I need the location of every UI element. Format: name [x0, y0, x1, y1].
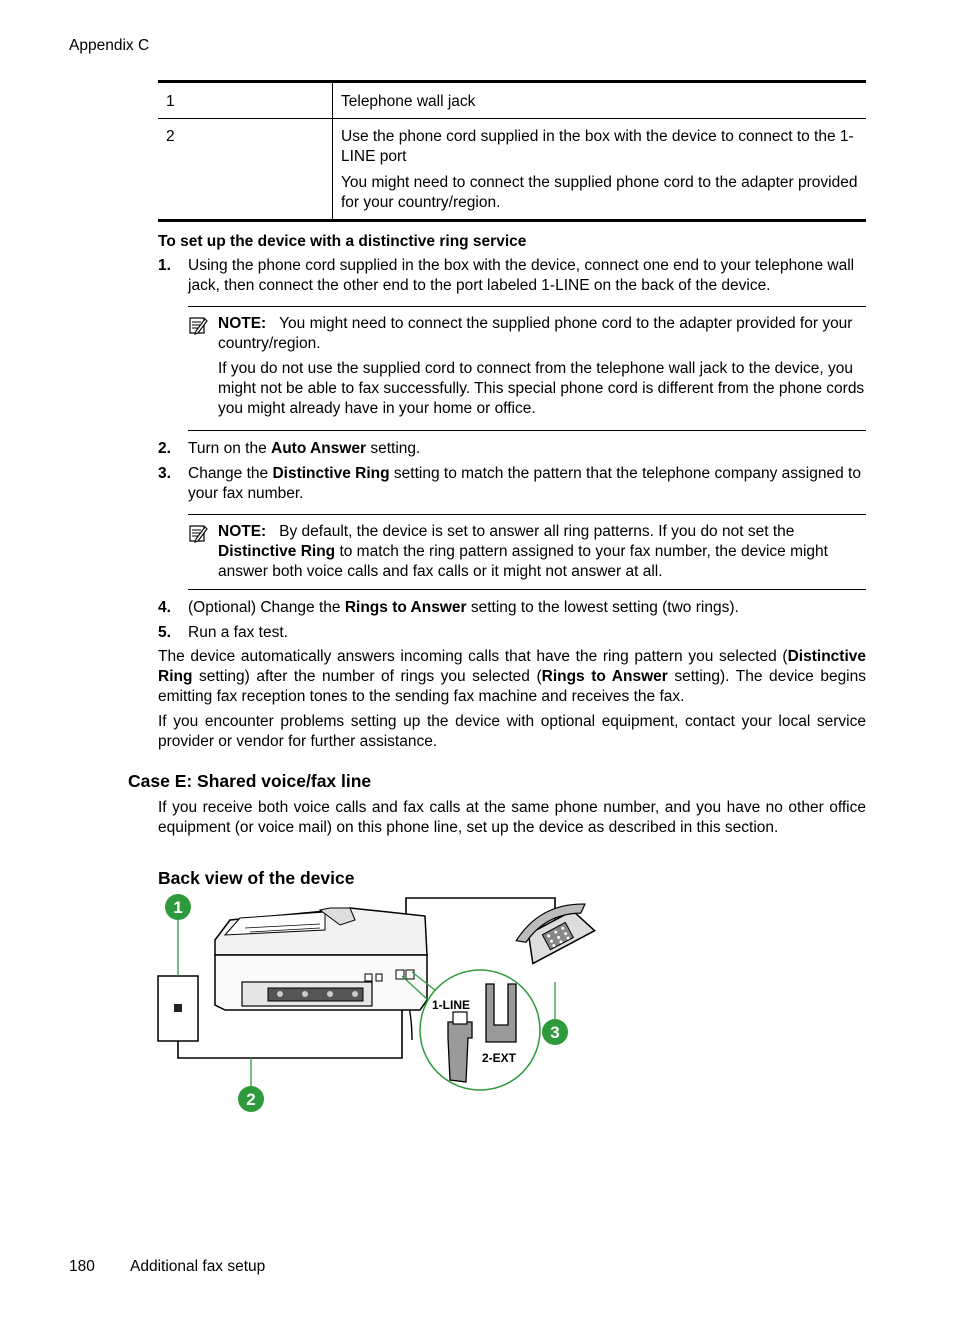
port-label-ext: 2-EXT	[482, 1051, 517, 1065]
callout-3	[542, 1019, 568, 1045]
callout-2	[238, 1086, 264, 1112]
note-icon	[188, 315, 208, 335]
ui-setting-name: Rings to Answer	[344, 599, 467, 616]
step-number: 3.	[158, 465, 171, 482]
page-number: 180	[69, 1258, 95, 1275]
note-text: By default, the device is set to answer all ring patterns. If you do not set the	[279, 523, 795, 540]
wall-jack	[158, 976, 198, 1041]
step-text	[188, 439, 866, 459]
note-text: to match the ring pattern assigned to your fax number, the device might answer both voice calls and fax calls or it might not answer at all.	[218, 543, 828, 580]
table-cell-number: 2	[158, 119, 333, 221]
note-box	[188, 306, 866, 431]
callout-number: 2	[246, 1090, 256, 1109]
callout-number: 3	[550, 1023, 560, 1042]
ui-setting-name: Distinctive Ring	[272, 465, 390, 482]
section-heading: Case E: Shared voice/fax line	[128, 771, 372, 791]
port-label-line: 1-LINE	[432, 998, 471, 1012]
step-number: 5.	[158, 624, 171, 641]
note-paragraph	[218, 314, 866, 354]
step-number: 1.	[158, 257, 171, 274]
step-4	[158, 598, 866, 618]
table-cell-text: You might need to connect the supplied phone cord to the adapter provided for your country/region.	[341, 174, 858, 211]
table-cell-description	[333, 82, 867, 119]
step-number: 4.	[158, 599, 171, 616]
fax-device	[215, 908, 427, 1010]
step-text-part: Turn on the	[188, 440, 272, 457]
connection-diagram	[150, 890, 600, 1120]
step-text-part: setting to match the pattern that the telephone company assigned to your fax number.	[188, 465, 861, 502]
table-cell-number: 1	[158, 82, 333, 119]
footer-section-title: Additional fax setup	[130, 1258, 266, 1275]
note-label: NOTE:	[218, 315, 267, 332]
step-text: Run a fax test.	[188, 624, 288, 641]
step-text	[188, 464, 866, 504]
note-text: You might need to connect the supplied phone cord to the adapter provided for your country/region.	[218, 315, 853, 352]
ui-setting-name: Rings to Answer	[541, 668, 668, 685]
figure-title: Back view of the device	[158, 868, 355, 888]
callout-number: 1	[173, 898, 183, 917]
note-body	[218, 314, 866, 419]
ui-setting-name: Distinctive Ring	[158, 648, 866, 685]
step-5	[158, 623, 866, 643]
legend-table	[158, 80, 866, 222]
step-text-part: (Optional) Change the	[188, 599, 345, 616]
note-icon	[188, 523, 208, 543]
para-text: setting) after the number of rings you selected (	[192, 668, 542, 685]
step-text-part: Change the	[188, 465, 273, 482]
note-label: NOTE:	[218, 523, 267, 540]
table-cell-text: Use the phone cord supplied in the box with the device to connect to the 1-LINE port	[341, 128, 854, 165]
section-intro: If you receive both voice calls and fax calls at the same phone number, and you have no other office equipment (or voice mail) on this phone line, set up the device as described in this section.	[158, 799, 866, 836]
note-body	[218, 522, 866, 582]
step-1	[158, 256, 866, 296]
note-paragraph	[218, 522, 866, 582]
para-text: The device automatically answers incoming calls that have the ring pattern you selected (	[158, 648, 788, 665]
table-cell-description	[333, 119, 867, 221]
step-text	[188, 598, 866, 618]
body-paragraph: If you encounter problems setting up the device with optional equipment, contact your local service provider or vendor for further assistance.	[158, 713, 866, 750]
ui-setting-name: Auto Answer	[271, 440, 367, 457]
step-3	[158, 464, 866, 504]
body-paragraph	[158, 647, 866, 707]
step-text-part: setting.	[366, 440, 421, 457]
callout-1	[165, 894, 191, 920]
table-row	[158, 119, 866, 221]
running-header: Appendix C	[69, 37, 150, 54]
step-text-part: setting to the lowest setting (two rings).	[466, 599, 739, 616]
ui-setting-name: Distinctive Ring	[218, 543, 336, 560]
table-row	[158, 82, 866, 119]
step-number: 2.	[158, 440, 171, 457]
note-box	[188, 514, 866, 590]
note-paragraph: If you do not use the supplied cord to connect from the telephone wall jack to the device, you might not be able to fax successfully. This special phone cord is different from the phone cords you might already have in your home or office.	[218, 360, 865, 417]
step-2	[158, 439, 866, 459]
table-cell-text: Telephone wall jack	[341, 93, 476, 110]
para-text: setting). The device begins emitting fax reception tones to the sending fax machine and receives the fax.	[158, 668, 866, 705]
step-text: Using the phone cord supplied in the box with the device, connect one end to your telephone wall jack, then connect the other end to the port labeled 1-LINE on the back of the device.	[188, 257, 855, 294]
procedure-title: To set up the device with a distinctive ring service	[158, 233, 527, 250]
